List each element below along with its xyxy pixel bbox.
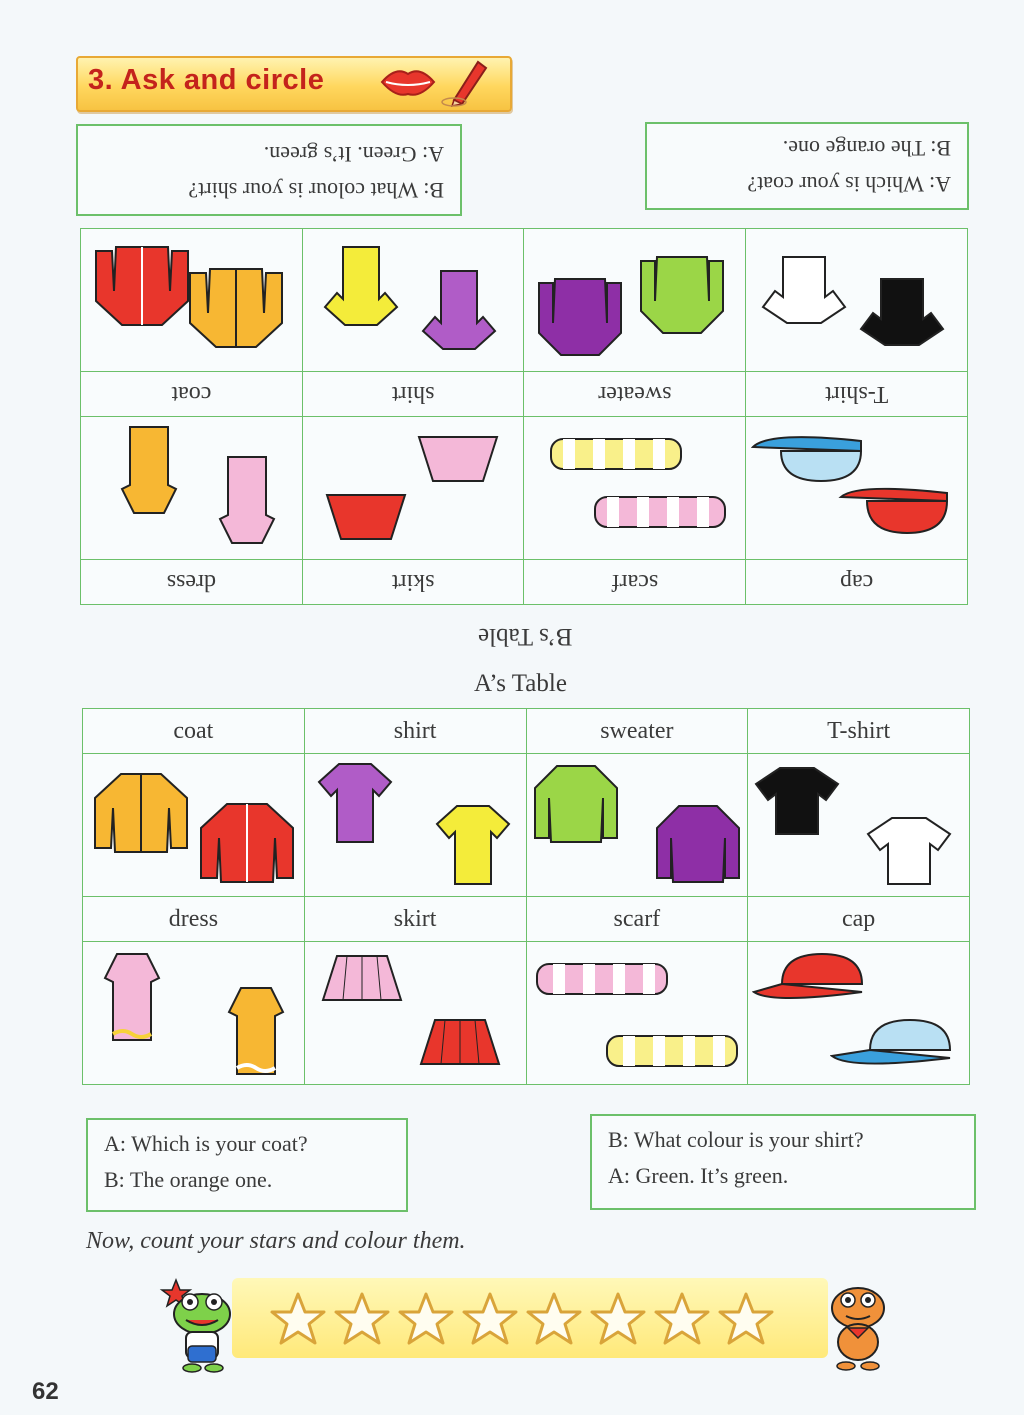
table-cell-label: coat	[83, 709, 305, 754]
sweater-pictures[interactable]	[526, 754, 748, 897]
dialog-line: B: The orange one.	[104, 1167, 273, 1192]
table-cell-label: cap	[748, 897, 970, 942]
dialog-box-bottom-right	[590, 1114, 976, 1210]
dress-icon	[114, 419, 184, 519]
b-table	[80, 228, 968, 605]
dialog-box-top-left	[76, 124, 462, 216]
cap-icon	[752, 948, 882, 1014]
t-shirt-icon	[864, 810, 954, 890]
star-outline-icon[interactable]	[588, 1290, 648, 1348]
shirt-icon	[322, 241, 402, 331]
shirt-icon	[420, 265, 500, 355]
b-table-caption: B’s Table	[478, 623, 573, 650]
t-shirt-icon	[857, 273, 947, 353]
scarf-icon	[603, 1026, 753, 1076]
shirt-pictures[interactable]	[302, 229, 524, 372]
table-cell-label: T-shirt	[746, 372, 968, 417]
a-table-caption: A’s Table	[474, 670, 567, 697]
a-table	[82, 708, 970, 1085]
star-outline-icon[interactable]	[332, 1290, 392, 1348]
skirt-icon	[317, 948, 407, 1008]
dialog-line: A: Which is your coat?	[104, 1131, 308, 1156]
coat-icon	[92, 241, 192, 331]
scarf-icon	[535, 429, 685, 479]
table-cell-label: skirt	[304, 897, 526, 942]
instruction-text: Now, count your stars and colour them.	[86, 1228, 466, 1254]
dialog-line: A: Green. It’s green.	[263, 142, 444, 167]
dress-icon	[221, 982, 291, 1082]
shirt-icon	[433, 800, 513, 890]
star-outline-icon[interactable]	[396, 1290, 456, 1348]
t-shirt-icon	[759, 251, 849, 331]
table-cell-label: T-shirt	[748, 709, 970, 754]
dialog-box-bottom-left	[86, 1118, 408, 1212]
star-outline-icon[interactable]	[652, 1290, 712, 1348]
cap-icon	[830, 1014, 966, 1080]
scarf-icon	[533, 954, 683, 1004]
table-cell-label: sweater	[524, 372, 746, 417]
shirt-pictures[interactable]	[304, 754, 526, 897]
sweater-icon	[653, 798, 743, 888]
coat-pictures[interactable]	[81, 229, 303, 372]
star-outline-icon[interactable]	[460, 1290, 520, 1348]
skirt-icon	[414, 429, 504, 489]
cap-pictures[interactable]	[746, 417, 968, 560]
cap-icon	[751, 421, 881, 487]
skirt-pictures[interactable]	[302, 417, 524, 560]
dialog-line: A: Which is your coat?	[747, 172, 951, 197]
dialog-box-top-right	[645, 122, 969, 210]
skirt-icon	[322, 487, 412, 547]
star-outline-icon[interactable]	[268, 1290, 328, 1348]
dialog-line: A: Green. It’s green.	[608, 1163, 789, 1188]
dialog-line: B: What colour is your shirt?	[608, 1127, 864, 1152]
star-outline-icon[interactable]	[524, 1290, 584, 1348]
scarf-pictures[interactable]	[526, 942, 748, 1085]
scarf-pictures[interactable]	[524, 417, 746, 560]
table-cell-label: dress	[83, 897, 305, 942]
skirt-pictures[interactable]	[304, 942, 526, 1085]
scarf-icon	[579, 487, 729, 537]
sweater-pictures[interactable]	[524, 229, 746, 372]
coat-icon	[197, 798, 297, 888]
dress-icon	[212, 449, 282, 549]
t-shirt-pictures[interactable]	[748, 754, 970, 897]
coat-icon	[186, 263, 286, 353]
dialog-line: B: What colour is your shirt?	[188, 178, 444, 203]
dress-pictures[interactable]	[83, 942, 305, 1085]
table-cell-label: dress	[81, 560, 303, 605]
t-shirt-pictures[interactable]	[746, 229, 968, 372]
sweater-icon	[531, 758, 621, 848]
table-cell-label: shirt	[304, 709, 526, 754]
lips-icon	[378, 64, 438, 100]
table-cell-label: shirt	[302, 372, 524, 417]
table-cell-label: scarf	[524, 560, 746, 605]
sweater-icon	[535, 273, 625, 363]
dress-pictures[interactable]	[81, 417, 303, 560]
table-cell-label: cap	[746, 560, 968, 605]
table-cell-label: skirt	[302, 560, 524, 605]
dress-icon	[97, 948, 167, 1048]
table-cell-label: coat	[81, 372, 303, 417]
cap-pictures[interactable]	[748, 942, 970, 1085]
t-shirt-icon	[752, 760, 842, 840]
table-cell-label: sweater	[526, 709, 748, 754]
star-outline-icon[interactable]	[716, 1290, 776, 1348]
frog-mascot-icon	[156, 1274, 240, 1374]
page-number: 62	[32, 1378, 59, 1405]
coat-pictures[interactable]	[83, 754, 305, 897]
coat-icon	[91, 768, 191, 858]
pencil-icon	[440, 54, 490, 108]
dialog-line: B: The orange one.	[782, 136, 951, 161]
skirt-icon	[415, 1012, 505, 1072]
section-title: 3. Ask and circle	[88, 64, 325, 96]
bug-mascot-icon	[820, 1282, 894, 1372]
shirt-icon	[315, 758, 395, 848]
table-cell-label: scarf	[526, 897, 748, 942]
sweater-icon	[637, 251, 727, 341]
